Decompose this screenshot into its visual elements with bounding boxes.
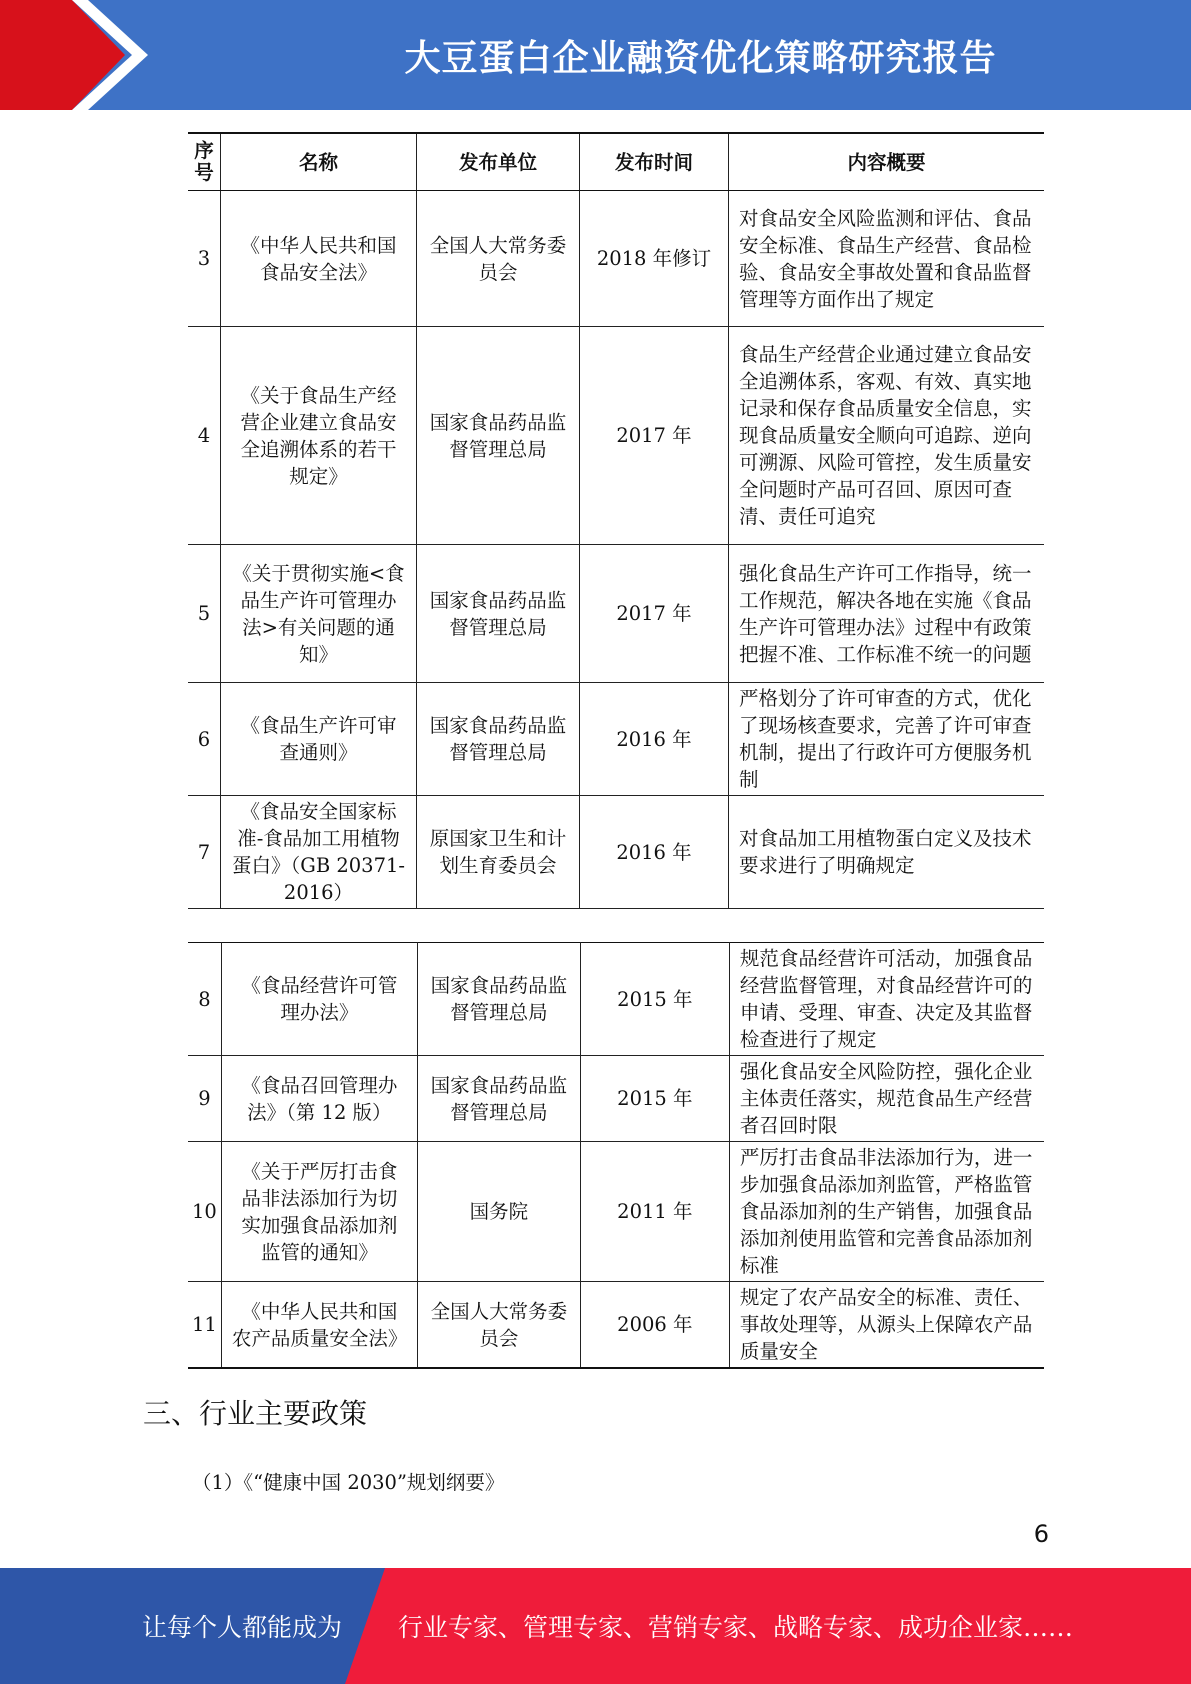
row-date: 2006 年 bbox=[580, 1282, 729, 1369]
row-no: 5 bbox=[188, 545, 221, 683]
row-desc: 严厉打击食品非法添加行为，进一步加强食品添加剂监管，严格监管食品添加剂的生产销售，加强食品添加剂使用监管和完善食品添加剂标准 bbox=[729, 1142, 1044, 1282]
row-name: 《关于食品生产经营企业建立食品安全追溯体系的若干规定》 bbox=[221, 327, 417, 545]
footer-slogan-left: 让每个人都能成为 bbox=[142, 1613, 343, 1642]
table-row bbox=[188, 327, 1044, 545]
row-desc: 强化食品安全风险防控，强化企业主体责任落实，规范食品生产经营者召回时限 bbox=[729, 1056, 1044, 1142]
row-name: 《关于严厉打击食品非法添加行为切实加强食品添加剂监管的通知》 bbox=[221, 1142, 417, 1282]
row-date: 2016 年 bbox=[580, 683, 729, 796]
row-name: 《食品经营许可管理办法》 bbox=[221, 943, 417, 1056]
col-header-date: 发布时间 bbox=[580, 133, 729, 191]
page-number: 6 bbox=[1033, 1520, 1049, 1548]
row-no: 4 bbox=[188, 327, 221, 545]
row-desc: 食品生产经营企业通过建立食品安全追溯体系，客观、有效、真实地记录和保存食品质量安全信息，实现食品质量安全顺向可追踪、逆向可溯源、风险可管控，发生质量安全问题时产品可召回、原因可查清、责任可追究 bbox=[729, 327, 1045, 545]
row-no: 11 bbox=[188, 1282, 221, 1369]
row-no: 9 bbox=[188, 1056, 221, 1142]
table-row bbox=[188, 1056, 1044, 1142]
footer-banner bbox=[0, 1568, 1191, 1684]
table-row bbox=[188, 1282, 1044, 1369]
row-name: 《食品安全国家标准-食品加工用植物蛋白》（GB 20371-2016） bbox=[221, 796, 417, 909]
row-date: 2017 年 bbox=[580, 327, 729, 545]
row-desc: 对食品加工用植物蛋白定义及技术要求进行了明确规定 bbox=[729, 796, 1045, 909]
row-name: 《食品召回管理办法》（第 12 版） bbox=[221, 1056, 417, 1142]
regulation-table-part1 bbox=[188, 132, 1044, 909]
policy-item: （1）《“健康中国 2030”规划纲要》 bbox=[192, 1471, 505, 1494]
footer-slogan-right: 行业专家、管理专家、营销专家、战略专家、成功企业家…… bbox=[398, 1613, 1074, 1642]
table-row bbox=[188, 796, 1044, 909]
row-name: 《关于贯彻实施<食品生产许可管理办法>有关问题的通知》 bbox=[221, 545, 417, 683]
row-desc: 规定了农产品安全的标准、责任、事故处理等，从源头上保障农产品质量安全 bbox=[729, 1282, 1044, 1369]
header-red-arrow bbox=[0, 0, 150, 110]
row-org: 国家食品药品监督管理总局 bbox=[417, 943, 580, 1056]
section-heading: 三、行业主要政策 bbox=[143, 1397, 368, 1430]
row-no: 3 bbox=[188, 191, 221, 327]
row-no: 8 bbox=[188, 943, 221, 1056]
col-header-org: 发布单位 bbox=[417, 133, 580, 191]
row-org: 国家食品药品监督管理总局 bbox=[417, 683, 580, 796]
row-org: 全国人大常务委员会 bbox=[417, 191, 580, 327]
table-row bbox=[188, 1142, 1044, 1282]
row-date: 2015 年 bbox=[580, 1056, 729, 1142]
row-org: 全国人大常务委员会 bbox=[417, 1282, 580, 1369]
row-org: 国家食品药品监督管理总局 bbox=[417, 545, 580, 683]
row-org: 国家食品药品监督管理总局 bbox=[417, 1056, 580, 1142]
row-date: 2015 年 bbox=[580, 943, 729, 1056]
header-banner bbox=[0, 0, 1191, 110]
row-name: 《中华人民共和国农产品质量安全法》 bbox=[221, 1282, 417, 1369]
report-title: 大豆蛋白企业融资优化策略研究报告 bbox=[404, 37, 997, 79]
row-desc: 规范食品经营许可活动，加强食品经营监督管理，对食品经营许可的申请、受理、审查、决定及其监督检查进行了规定 bbox=[729, 943, 1044, 1056]
table-row bbox=[188, 191, 1044, 327]
row-desc: 严格划分了许可审查的方式，优化了现场核查要求，完善了许可审查机制，提出了行政许可方便服务机制 bbox=[729, 683, 1045, 796]
row-org: 原国家卫生和计划生育委员会 bbox=[417, 796, 580, 909]
row-org: 国务院 bbox=[417, 1142, 580, 1282]
row-org: 国家食品药品监督管理总局 bbox=[417, 327, 580, 545]
row-date: 2018 年修订 bbox=[580, 191, 729, 327]
table-row bbox=[188, 545, 1044, 683]
table-header-row bbox=[188, 133, 1044, 191]
row-name: 《食品生产许可审查通则》 bbox=[221, 683, 417, 796]
regulation-table-part2 bbox=[188, 942, 1044, 1369]
row-date: 2017 年 bbox=[580, 545, 729, 683]
table-row bbox=[188, 683, 1044, 796]
col-header-no: 序 号 bbox=[188, 133, 221, 191]
col-header-name: 名称 bbox=[221, 133, 417, 191]
col-header-desc: 内容概要 bbox=[729, 133, 1045, 191]
row-date: 2011 年 bbox=[580, 1142, 729, 1282]
row-desc: 强化食品生产许可工作指导，统一工作规范，解决各地在实施《食品生产许可管理办法》过程中有政策把握不准、工作标准不统一的问题 bbox=[729, 545, 1045, 683]
row-no: 7 bbox=[188, 796, 221, 909]
row-desc: 对食品安全风险监测和评估、食品安全标准、食品生产经营、食品检验、食品安全事故处置和食品监督管理等方面作出了规定 bbox=[729, 191, 1045, 327]
row-name: 《中华人民共和国食品安全法》 bbox=[221, 191, 417, 327]
table-row bbox=[188, 943, 1044, 1056]
row-no: 6 bbox=[188, 683, 221, 796]
row-no: 10 bbox=[188, 1142, 221, 1282]
row-date: 2016 年 bbox=[580, 796, 729, 909]
